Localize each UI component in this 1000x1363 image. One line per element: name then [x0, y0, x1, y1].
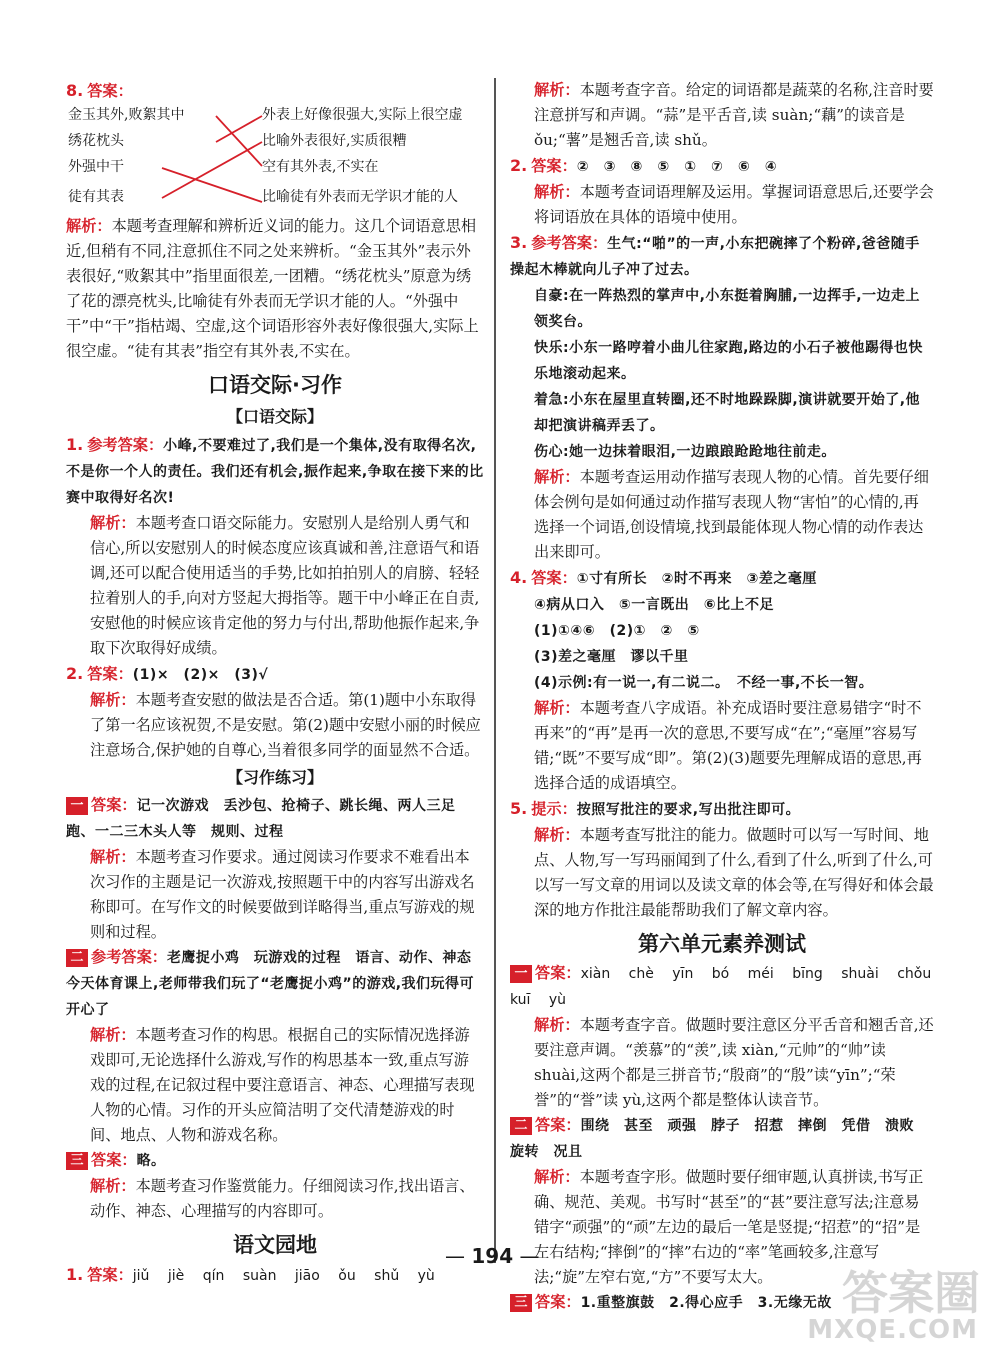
explanation-label: 解析：: [90, 691, 136, 709]
explanation-text: 本题考查字形。做题时要仔细审题,认真拼读,书写正确、规范、美观。书写时“甚至”的“甚”要注意写法;注意易错字“顽强”的“顽”左边的最后一笔是竖提;“招惹”的“招”是左右结构;“摔倒”的“摔”右边的“率”笔画较多,注意写法;“旋”左窄右宽,“方”不要写太大。: [534, 1168, 924, 1286]
question-number: 2.: [510, 156, 528, 175]
question-number: 8.: [66, 81, 84, 100]
explanation-label: 解析：: [534, 1168, 580, 1186]
explanation-text: 本题考查口语交际能力。安慰别人是给别人勇气和信心,所以安慰别人的时候态度应该真诚和善,注意语气和语调,还可以配合使用适当的手势,比如拍拍别人的肩膀、轻轻拉着别人的手,向对方竖起大拇指等。题干中小峰正在自责,安慰他的时候应该肯定他的努力与付出,帮助他振作起来,争取下次取得好成绩。: [90, 514, 480, 657]
answer-label: 答案：: [535, 1293, 581, 1311]
question-y5: [510, 796, 934, 923]
answer-text: 1.重整旗鼓 2.得心应手 3.无缘无故: [580, 1295, 832, 1311]
match-left-1: 金玉其外,败絮其中: [68, 107, 185, 123]
match-right-3: 空有其外表,不实在: [262, 159, 379, 175]
answer-label: 参考答案：: [91, 948, 167, 966]
explanation-label: 解析：: [534, 81, 580, 99]
question-number: 2.: [66, 664, 84, 683]
explanation-label: 解析：: [90, 514, 136, 532]
answer-label: 答案：: [535, 964, 581, 982]
question-k2: [66, 661, 484, 763]
answer-label: 答案：: [87, 665, 133, 683]
watermark-logo: [807, 1249, 990, 1357]
answer-line: 着急:小东在屋里直转圈,还不时地跺跺脚,演讲就要开始了,他却把演讲稿弄丢了。: [534, 392, 921, 434]
answer-text: 围绕 甚至 顽强 脖子 招惹 摔倒 凭借 溃败 旋转 况且: [510, 1118, 929, 1160]
answer-label: 提示：: [531, 800, 577, 818]
explanation-text: 本题考查字音。给定的词语都是蔬菜的名称,注音时要注意拼写和声调。“蒜”是平舌音,读 suàn;“藕”的读音是 ǒu;“薯”是翘舌音,读 shǔ。: [534, 81, 934, 149]
question-y3: [510, 230, 934, 565]
question-y4: [510, 565, 934, 796]
subsection-heading: 【口语交际】: [226, 407, 323, 426]
answer-label: 答案：: [535, 1116, 581, 1134]
question-t1: [510, 961, 934, 1113]
page-number-value: 194: [471, 1244, 514, 1268]
explanation-label: 解析：: [534, 1016, 580, 1034]
answer-text: 老鹰捉小鸡 玩游戏的过程 语言、动作、神态 今天体育课上,老师带我们玩了“老鹰捉小鸡”的游戏,我们玩得可开心了: [66, 950, 486, 1018]
question-y2: [510, 153, 934, 230]
explanation-label: 解析：: [90, 848, 136, 866]
explanation-text: 本题考查写批注的能力。做题时可以写一写时间、地点、人物,写一写玛丽闻到了什么,看到了什么,听到了什么,可以写一写文章的用词以及读文章的体会等,在写得好和体会最深的地方作批注最能帮助我们了解文章内容。: [534, 826, 934, 919]
answer-line: (4)示例:有一说一,有二说二。 不经一事,不长一智。: [534, 675, 874, 691]
explanation-text: 本题考查习作鉴赏能力。仔细阅读习作,找出语言、动作、神态、心理描写的内容即可。: [90, 1177, 475, 1220]
answer-label: 参考答案：: [531, 234, 608, 252]
match-right-4: 比喻徒有外表而无学识才能的人: [262, 189, 458, 205]
question-number: 1.: [66, 435, 84, 454]
explanation: [66, 214, 484, 364]
match-right-2: 比喻外表很好,实质很糟: [262, 133, 407, 149]
answer-line: 生气:“啪”的一声,小东把碗摔了个粉碎,爸爸随手操起木棒就向儿子冲了过去。: [510, 236, 920, 278]
subsection-heading: 【习作练习】: [226, 768, 323, 787]
match-left-4: 徒有其表: [68, 189, 124, 205]
question-x2: [66, 945, 484, 1148]
left-column: [66, 78, 484, 1289]
question-number: 5.: [510, 799, 528, 818]
section-heading: 第六单元素养测试: [638, 932, 806, 956]
answer-label: 答案：: [91, 796, 137, 814]
answer-label: 答案：: [87, 82, 133, 100]
explanation-text: 本题考查习作的构思。根据自己的实际情况选择游戏即可,无论选择什么游戏,写作的构思基本一致,重点写游戏的过程,在记叙过程中要注意语言、神态、心理描写表现人物的心情。习作的开头应简洁明了交代清楚游戏的时间、地点、人物和游戏名称。: [90, 1026, 475, 1144]
answer-text: 略。: [136, 1153, 166, 1169]
answer-line: (3)差之毫厘 谬以千里: [534, 649, 689, 665]
section-heading: 口语交际·习作: [208, 373, 342, 397]
explanation-label: 解析：: [90, 1026, 136, 1044]
section-number-box: 一: [66, 797, 88, 815]
section-heading: 语文园地: [233, 1233, 317, 1257]
explanation-label: 解析：: [534, 826, 580, 844]
answer-label: 答案：: [87, 1266, 133, 1284]
answer-line: ①寸有所长 ②时不再来 ③差之毫厘: [576, 571, 817, 587]
watermark-url: MXQE.COM: [807, 1315, 978, 1345]
match-right-1: 外表上好像很强大,实际上很空虚: [262, 107, 463, 123]
answer-line: 伤心:她一边抹着眼泪,一边踉踉跄跄地往前走。: [534, 444, 836, 460]
answer-line: 自豪:在一阵热烈的掌声中,小东挺着胸脯,一边挥手,一边走上领奖台。: [534, 288, 921, 330]
explanation-text: 本题考查理解和辨析近义词的能力。这几个词语意思相近,但稍有不同,注意抓住不同之处来辨析。“金玉其外”表示外表很好,“败絮其中”指里面很差,一团糟。“绣花枕头”原意为绣了花的漂亮枕头,比喻徒有外表而无学识才能的人。“外强中干”中“干”指枯竭、空虚,这个词语形容外表好像很强大,实际上很空虚。“徒有其表”指空有其外表,不实在。: [66, 217, 479, 360]
question-x1: [66, 793, 484, 945]
answer-text: (1)× (2)× (3)√: [132, 667, 269, 683]
explanation-text: 本题考查字音。做题时要注意区分平舌音和翘舌音,还要注意声调。“羡慕”的“羡”,读 xiàn,“元帅”的“帅”读 shuài,这两个都是三拼音节;“殷商”的“殷”读“yīn”;“荣誉”的“誉”读 yù,这两个都是整体认读音节。: [534, 1016, 934, 1109]
section-number-box: 一: [510, 965, 532, 983]
explanation-label: 解析：: [534, 699, 580, 717]
watermark-text: 答案圈: [842, 1266, 980, 1320]
explanation-label: 解析：: [534, 183, 580, 201]
answer-text: 按照写批注的要求,写出批注即可。: [576, 802, 801, 818]
answer-text: ② ③ ⑧ ⑤ ① ⑦ ⑥ ④: [576, 159, 778, 175]
question-k1: [66, 432, 484, 661]
explanation-label: 解析：: [66, 217, 112, 235]
question-x3: [66, 1148, 484, 1224]
answer-label: 参考答案：: [87, 436, 164, 454]
section-number-box: 二: [510, 1117, 532, 1135]
question-number: 1.: [66, 1265, 84, 1284]
explanation-label: 解析：: [90, 1177, 136, 1195]
pinyin-answer: jiǔ jiè qín suàn jiāo ǒu shǔ yù: [132, 1268, 435, 1284]
answer-label: 答案：: [531, 569, 577, 587]
question-number: 3.: [510, 233, 528, 252]
section-number-box: 三: [510, 1294, 532, 1312]
question-number: 4.: [510, 568, 528, 587]
explanation-text: 本题考查习作要求。通过阅读习作要求不难看出本次习作的主题是记一次游戏,按照题干中的内容写出游戏名称即可。在写作文的时候要做到详略得当,重点写游戏的规则和过程。: [90, 848, 475, 941]
question-y1: [66, 1262, 484, 1289]
answer-line: 快乐:小东一路哼着小曲儿往家跑,路边的小石子被他踢得也快乐地滚动起来。: [534, 340, 923, 382]
answer-label: 答案：: [91, 1151, 137, 1169]
page-number: — 194 —: [445, 1244, 540, 1268]
answer-line: ④病从口入 ⑤一言既出 ⑥比上不足: [534, 597, 775, 613]
answer-line: (1)①④⑥ (2)① ② ⑤: [534, 623, 700, 639]
answer-label: 答案：: [531, 157, 577, 175]
explanation-text: 本题考查安慰的做法是否合适。第(1)题中小东取得了第一名应该祝贺,不是安慰。第(2)题中安慰小丽的时候应注意场合,保护她的自尊心,当着很多同学的面显然不合适。: [90, 691, 481, 759]
matching-diagram: [66, 104, 484, 212]
question-8: [66, 78, 484, 104]
match-left-2: 绣花枕头: [68, 133, 124, 149]
explanation-text: 本题考查八字成语。补充成语时要注意易错字“时不再来”的“再”是再一次的意思,不要写成“在”;“毫厘”容易写错;“既”不要写成“即”。第(2)(3)题要先理解成语的意思,再选择合适的成语填空。: [534, 699, 922, 792]
column-divider: [494, 78, 496, 1263]
pinyin-answer: xiàn chè yīn bó méi bīng shuài chǒu kuī yù: [510, 966, 932, 1008]
explanation-text: 本题考查运用动作描写表现人物的心情。首先要仔细体会例句是如何通过动作描写表现人物“害怕”的心情的,再选择一个词语,创设情境,找到最能体现人物心情的动作表达出来即可。: [534, 468, 929, 561]
explanation-label: 解析：: [534, 468, 580, 486]
right-column: [510, 78, 934, 1316]
answer-text: 记一次游戏 丢沙包、抢椅子、跳长绳、两人三足跑、一二三木头人等 规则、过程: [66, 798, 456, 840]
explanation-text: 本题考查词语理解及运用。掌握词语意思后,还要学会将词语放在具体的语境中使用。: [534, 183, 934, 226]
section-number-box: 三: [66, 1152, 88, 1170]
question-y1-explanation: [510, 78, 934, 153]
section-number-box: 二: [66, 949, 88, 967]
answer-text: 小峰,不要难过了,我们是一个集体,没有取得名次,不是你一个人的责任。我们还有机会,振作起来,争取在接下来的比赛中取得好名次!: [66, 438, 484, 506]
match-left-3: 外强中干: [68, 159, 124, 175]
